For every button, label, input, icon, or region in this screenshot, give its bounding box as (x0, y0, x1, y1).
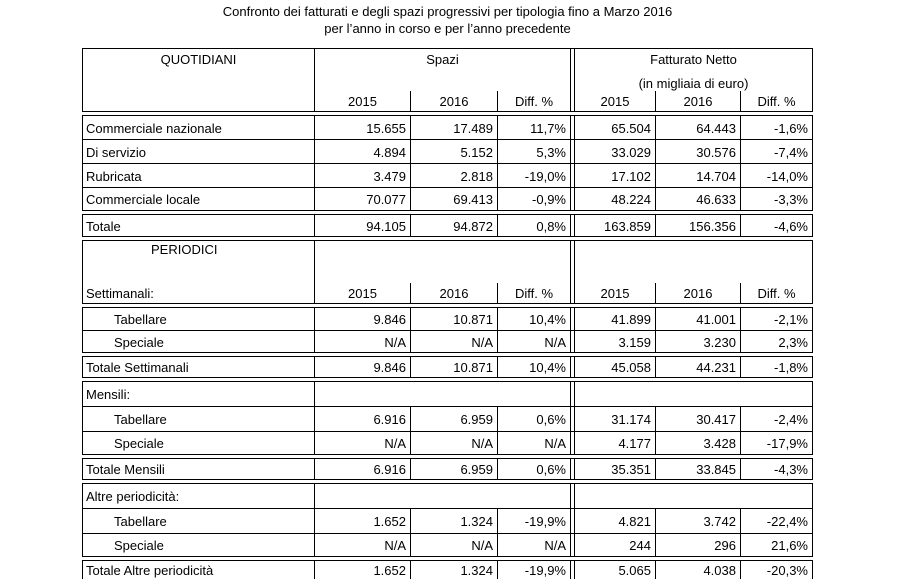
section-heading-quotidiani: QUOTIDIANI (160, 52, 237, 67)
table-row (82, 406, 813, 431)
fatturato-2016-cell: 296 (655, 534, 740, 556)
fatturato-diff-cell: -2,4% (740, 407, 812, 431)
spazi-2016-cell: 10.871 (410, 357, 497, 377)
spazi-2015-cell: 15.655 (314, 116, 410, 139)
fatturato-col-diff: Diff. % (740, 283, 812, 303)
table-row (82, 508, 813, 533)
spazi-diff-cell: -19,9% (497, 509, 570, 533)
fatturato-2015-cell: 5.065 (574, 561, 655, 579)
fatturato-diff-cell: -22,4% (740, 509, 812, 533)
fatturato-2016-cell: 156.356 (655, 215, 740, 236)
row-label: Tabellare (114, 312, 167, 327)
subsection-label-mensili: Mensili: (86, 387, 131, 402)
spazi-diff-cell: -19,0% (497, 164, 570, 187)
row-label: Tabellare (114, 514, 167, 529)
row-label: Speciale (114, 436, 164, 451)
fatturato-2015-cell: 48.224 (574, 188, 655, 210)
fatturato-empty-cell (574, 484, 812, 508)
spazi-2015-cell: 1.652 (314, 509, 410, 533)
spazi-2016-cell: 6.959 (410, 459, 497, 479)
spazi-2015-cell: 6.916 (314, 459, 410, 479)
spazi-diff-cell: N/A (497, 331, 570, 352)
spazi-col-2016: 2016 (410, 283, 497, 303)
spazi-2015-cell: 1.652 (314, 561, 410, 579)
row-label: Commerciale locale (86, 192, 201, 207)
fatturato-diff-cell: 21,6% (740, 534, 812, 556)
spazi-diff-cell: 11,7% (497, 116, 570, 139)
spazi-2016-cell: 94.872 (410, 215, 497, 236)
spazi-diff-cell: 10,4% (497, 357, 570, 377)
spazi-2016-cell: N/A (410, 331, 497, 352)
fatturato-2016-cell: 41.001 (655, 308, 740, 330)
fatturato-2015-cell: 3.159 (574, 331, 655, 352)
spazi-diff-cell: -19,9% (497, 561, 570, 579)
fatturato-col-2015: 2015 (600, 94, 630, 109)
spazi-diff-cell: -0,9% (497, 188, 570, 210)
spazi-col-2016: 2016 (410, 91, 497, 111)
row-label: Speciale (114, 334, 164, 350)
spazi-year-headers (315, 91, 570, 111)
total-row (82, 214, 813, 237)
fatturato-2016-cell: 44.231 (655, 357, 740, 377)
fatturato-header (574, 241, 812, 303)
fatturato-diff-cell: -4,6% (740, 215, 812, 236)
fatturato-diff-cell: -2,1% (740, 308, 812, 330)
row-label: Commerciale nazionale (86, 120, 222, 136)
fatturato-heading: Fatturato Netto (650, 52, 737, 67)
spazi-2015-cell: 9.846 (314, 308, 410, 330)
periodici-header-row (82, 240, 813, 304)
table-row (82, 330, 813, 353)
fatturato-2016-cell: 30.417 (655, 407, 740, 431)
spazi-2015-cell: 4.894 (314, 140, 410, 163)
section-row (82, 381, 813, 406)
spazi-diff-cell: 10,4% (497, 308, 570, 330)
spazi-2015-cell: 6.916 (314, 407, 410, 431)
fatturato-2016-cell: 4.038 (655, 561, 740, 579)
fatturato-diff-cell: -20,3% (740, 561, 812, 579)
spazi-header (314, 241, 570, 303)
row-label: Rubricata (86, 168, 142, 184)
fatturato-2015-cell: 31.174 (574, 407, 655, 431)
spazi-2015-cell: 94.105 (314, 215, 410, 236)
fatturato-empty-cell (574, 382, 812, 406)
spazi-2016-cell: 10.871 (410, 308, 497, 330)
table-row (82, 115, 813, 139)
spazi-diff-cell: 0,6% (497, 407, 570, 431)
row-label: Tabellare (114, 412, 167, 427)
spazi-diff-cell: 0,6% (497, 459, 570, 479)
fatturato-col-2016: 2016 (655, 91, 740, 111)
spazi-col-2015: 2015 (348, 94, 377, 109)
spazi-header (314, 49, 570, 111)
row-label: Di servizio (86, 144, 146, 160)
spazi-2015-cell: N/A (314, 331, 410, 352)
total-row (82, 356, 813, 378)
spazi-2016-cell: N/A (410, 432, 497, 454)
report-title: Confronto dei fatturati e degli spazi progressivi per tipologia fino a Marzo 2016 (222, 4, 673, 19)
fatturato-diff-cell: -4,3% (740, 459, 812, 479)
section-heading-periodici: PERIODICI (151, 242, 218, 257)
periodici-label-cell (83, 241, 314, 303)
total-label: Totale Mensili (86, 462, 165, 477)
table-row (82, 307, 813, 330)
total-row (82, 560, 813, 579)
spazi-diff-cell: N/A (497, 432, 570, 454)
fatturato-2015-cell: 41.899 (574, 308, 655, 330)
fatturato-2016-cell: 46.633 (655, 188, 740, 210)
total-label: Totale Altre periodicità (86, 563, 214, 578)
fatturato-2015-cell: 4.177 (574, 432, 655, 454)
spazi-empty-cell (314, 382, 570, 406)
spazi-diff-cell: N/A (497, 534, 570, 556)
fatturato-2015-cell: 45.058 (574, 357, 655, 377)
fatturato-col-2015: 2015 (600, 286, 630, 301)
fatturato-2016-cell: 3.428 (655, 432, 740, 454)
total-row (82, 458, 813, 480)
report-subtitle: per l’anno in corso e per l’anno precedente (324, 21, 571, 36)
spazi-col-2015: 2015 (348, 286, 377, 301)
fatturato-diff-cell: 2,3% (740, 331, 812, 352)
spazi-2015-cell: N/A (314, 432, 410, 454)
table-row (82, 163, 813, 187)
fatturato-diff-cell: -7,4% (740, 140, 812, 163)
quotidiani-header-row (82, 48, 813, 112)
spazi-2015-cell: 3.479 (314, 164, 410, 187)
fatturato-diff-cell: -14,0% (740, 164, 812, 187)
row-label: Speciale (114, 538, 164, 553)
spazi-2016-cell: 5.152 (410, 140, 497, 163)
spazi-2016-cell: 1.324 (410, 509, 497, 533)
table-row (82, 139, 813, 163)
spazi-2016-cell: N/A (410, 534, 497, 556)
fatturato-year-headers (575, 283, 812, 303)
fatturato-2016-cell: 33.845 (655, 459, 740, 479)
spazi-col-diff: Diff. % (497, 91, 570, 111)
fatturato-2016-cell: 3.230 (655, 331, 740, 352)
fatturato-unit: (in migliaia di euro) (638, 76, 749, 91)
section-row (82, 483, 813, 508)
spazi-diff-cell: 0,8% (497, 215, 570, 236)
fatturato-2015-cell: 35.351 (574, 459, 655, 479)
spazi-empty-cell (314, 484, 570, 508)
subsection-label-altre: Altre periodicità: (86, 489, 180, 504)
fatturato-2016-cell: 30.576 (655, 140, 740, 163)
fatturato-diff-cell: -1,6% (740, 116, 812, 139)
fatturato-diff-cell: -3,3% (740, 188, 812, 210)
table-row (82, 431, 813, 455)
fatturato-2015-cell: 33.029 (574, 140, 655, 163)
fatturato-diff-cell: -1,8% (740, 357, 812, 377)
fatturato-2015-cell: 244 (574, 534, 655, 556)
fatturato-2015-cell: 163.859 (574, 215, 655, 236)
table-row (82, 187, 813, 211)
subsection-label-settimanali: Settimanali: (86, 286, 154, 301)
spazi-2015-cell: 70.077 (314, 188, 410, 210)
fatturato-2015-cell: 4.821 (574, 509, 655, 533)
spazi-2016-cell: 17.489 (410, 116, 497, 139)
spazi-heading: Spazi (426, 52, 459, 67)
fatturato-year-headers (575, 91, 812, 111)
fatturato-col-2016: 2016 (655, 283, 740, 303)
table-row (82, 533, 813, 557)
spazi-2016-cell: 69.413 (410, 188, 497, 210)
fatturato-diff-cell: -17,9% (740, 432, 812, 454)
spazi-2015-cell: N/A (314, 534, 410, 556)
fatturato-2016-cell: 14.704 (655, 164, 740, 187)
total-label: Totale (86, 218, 121, 234)
fatturato-col-diff: Diff. % (740, 91, 812, 111)
spazi-2016-cell: 1.324 (410, 561, 497, 579)
spazi-col-diff: Diff. % (497, 283, 570, 303)
spazi-year-headers (315, 283, 570, 303)
spazi-2016-cell: 6.959 (410, 407, 497, 431)
spazi-2016-cell: 2.818 (410, 164, 497, 187)
spazi-diff-cell: 5,3% (497, 140, 570, 163)
fatturato-2015-cell: 17.102 (574, 164, 655, 187)
fatturato-2016-cell: 3.742 (655, 509, 740, 533)
total-label: Totale Settimanali (86, 360, 189, 375)
fatturato-2015-cell: 65.504 (574, 116, 655, 139)
fatturato-2016-cell: 64.443 (655, 116, 740, 139)
fatturato-header (574, 49, 812, 111)
spazi-2015-cell: 9.846 (314, 357, 410, 377)
